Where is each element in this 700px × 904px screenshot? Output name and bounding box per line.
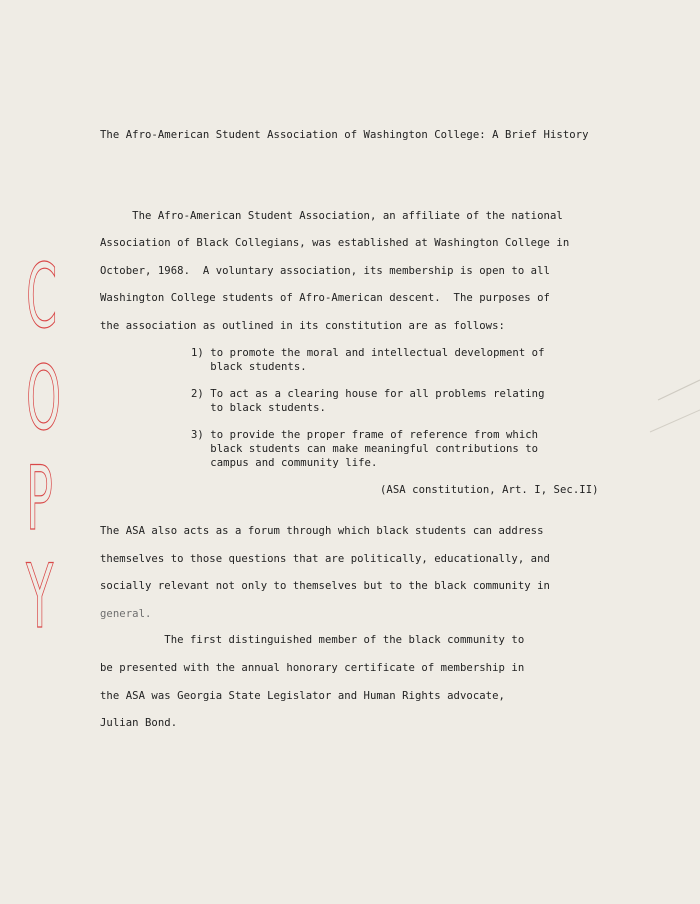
list-item: campus and community life. — [191, 457, 378, 469]
stamp-letter: C — [26, 245, 58, 348]
paragraph-line: the ASA was Georgia State Legislator and Human Rights advocate, — [100, 690, 505, 702]
paper-crease — [630, 370, 700, 460]
stamp-letter: Y — [26, 545, 54, 648]
paragraph-line: The first distinguished member of the black community to — [100, 634, 525, 646]
list-item: black students. — [191, 361, 307, 373]
paragraph-line: general. — [100, 608, 152, 620]
paragraph-line: The Afro-American Student Association, an affiliate of the national — [100, 210, 563, 222]
paragraph-line: be presented with the annual honorary certificate of membership in — [100, 662, 525, 674]
list-item: to black students. — [191, 402, 326, 414]
paragraph-line: Association of Black Collegians, was established at Washington College in — [100, 237, 570, 249]
copy-stamp — [16, 245, 62, 648]
paragraph-line: The ASA also acts as a forum through which black students can address — [100, 525, 544, 537]
paragraph-line: the association as outlined in its constitution are as follows: — [100, 320, 505, 332]
stamp-letter: P — [26, 447, 53, 550]
citation: (ASA constitution, Art. I, Sec.II) — [380, 484, 599, 496]
paragraph-line: Washington College students of Afro-American descent. The purposes of — [100, 292, 550, 304]
paragraph-line: Julian Bond. — [100, 717, 178, 729]
list-item: 2) To act as a clearing house for all problems relating — [191, 388, 545, 400]
list-item: 1) to promote the moral and intellectual development of — [191, 347, 545, 359]
paragraph-line: socially relevant not only to themselves but to the black community in — [100, 580, 550, 592]
list-item: 3) to provide the proper frame of reference from which — [191, 429, 539, 441]
paragraph-line: themselves to those questions that are politically, educationally, and — [100, 553, 550, 565]
stamp-letter: O — [26, 347, 62, 450]
document-title: The Afro-American Student Association of Washington College: A Brief History — [100, 129, 589, 141]
paragraph-line: October, 1968. A voluntary association, its membership is open to all — [100, 265, 550, 277]
list-item: black students can make meaningful contributions to — [191, 443, 539, 455]
